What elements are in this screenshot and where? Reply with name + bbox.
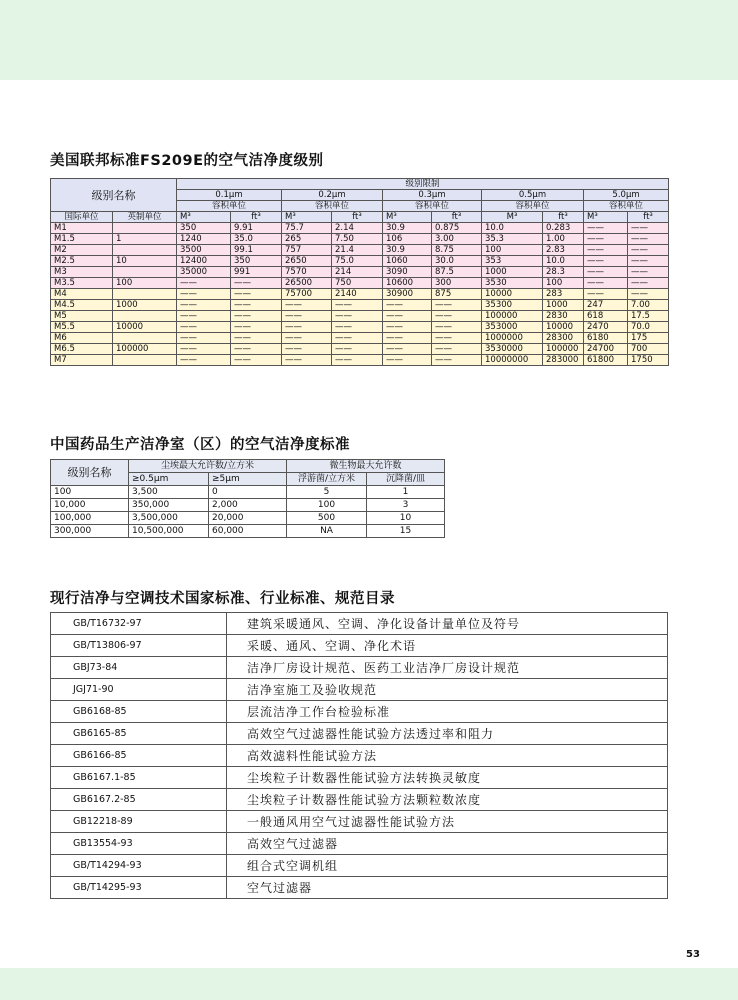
limit-cell: ——: [282, 355, 332, 366]
limit-cell: ——: [628, 267, 669, 278]
imperial-class-cell: 1: [113, 234, 177, 245]
plankton-cell: 100: [287, 499, 367, 512]
microbe-max-header: 微生物最大允许数: [287, 460, 445, 473]
limit-cell: 3.00: [432, 234, 482, 245]
table-row: [51, 657, 668, 679]
grade-name-header: 级别名称: [51, 179, 177, 212]
limit-cell: ——: [584, 223, 628, 234]
limit-cell: 265: [282, 234, 332, 245]
size-header: 0.2μm: [282, 190, 383, 201]
limit-cell: 875: [432, 289, 482, 300]
intl-class-cell: M3: [51, 267, 113, 278]
limit-cell: ——: [628, 245, 669, 256]
limit-cell: 750: [332, 278, 383, 289]
limit-cell: ——: [332, 300, 383, 311]
limit-cell: 3500: [177, 245, 231, 256]
limit-cell: 87.5: [432, 267, 482, 278]
standard-code-cell: GB/T13806-97: [51, 635, 227, 657]
table-row: [51, 322, 669, 333]
table-row: [51, 344, 669, 355]
limit-cell: 6180: [584, 333, 628, 344]
ge5-header: ≥5μm: [209, 473, 287, 486]
dust05-cell: 10,500,000: [129, 525, 209, 538]
standard-name-cell: 高效滤料性能试验方法: [227, 745, 668, 767]
standard-code-cell: GB13554-93: [51, 833, 227, 855]
limit-cell: 283000: [543, 355, 584, 366]
table-row: [51, 855, 668, 877]
limit-cell: ——: [177, 300, 231, 311]
standard-code-cell: GB12218-89: [51, 811, 227, 833]
limit-cell: 991: [231, 267, 282, 278]
standard-name-cell: 高效空气过滤器: [227, 833, 668, 855]
limit-cell: ——: [432, 311, 482, 322]
size-header: 0.3μm: [383, 190, 482, 201]
plankton-cell: 5: [287, 486, 367, 499]
limit-cell: ——: [432, 322, 482, 333]
limit-cell: ——: [177, 322, 231, 333]
unit-header: 容积单位: [482, 201, 584, 212]
standard-code-cell: GB/T14294-93: [51, 855, 227, 877]
table-row: [51, 877, 668, 899]
imperial-class-cell: [113, 289, 177, 300]
table-row: [51, 745, 668, 767]
standard-name-cell: 尘埃粒子计数器性能试验方法转换灵敏度: [227, 767, 668, 789]
limit-cell: 10000: [543, 322, 584, 333]
limit-cell: 1000: [543, 300, 584, 311]
table-row: [51, 486, 445, 499]
limit-cell: 70.0: [628, 322, 669, 333]
intl-class-cell: M6.5: [51, 344, 113, 355]
limit-cell: ——: [584, 245, 628, 256]
unit-header: 容积单位: [383, 201, 482, 212]
imperial-class-cell: [113, 333, 177, 344]
grade-cell: 100: [51, 486, 129, 499]
table-row: [51, 355, 669, 366]
limit-cell: 350: [231, 256, 282, 267]
table-row: [51, 267, 669, 278]
imperial-unit-header: 英制单位: [113, 212, 177, 223]
limit-cell: ——: [628, 289, 669, 300]
grade-cell: 10,000: [51, 499, 129, 512]
imperial-class-cell: [113, 311, 177, 322]
limit-cell: 1060: [383, 256, 432, 267]
limit-cell: 757: [282, 245, 332, 256]
table-row: [51, 635, 668, 657]
dust5-cell: 2,000: [209, 499, 287, 512]
standards-table: [50, 612, 668, 899]
limit-cell: 28.3: [543, 267, 584, 278]
limit-cell: 12400: [177, 256, 231, 267]
limit-cell: 7570: [282, 267, 332, 278]
limit-cell: ——: [177, 355, 231, 366]
limit-cell: ——: [383, 311, 432, 322]
limit-cell: ——: [231, 278, 282, 289]
limit-cell: 75.0: [332, 256, 383, 267]
top-band: [0, 0, 738, 80]
limit-cell: 3090: [383, 267, 432, 278]
limit-cell: ——: [231, 355, 282, 366]
grade-limit-header: 级别限制: [177, 179, 669, 190]
limit-cell: 35000: [177, 267, 231, 278]
limit-cell: ——: [332, 333, 383, 344]
standard-name-cell: 洁净室施工及验收规范: [227, 679, 668, 701]
limit-cell: 75700: [282, 289, 332, 300]
limit-cell: 175: [628, 333, 669, 344]
m3-header: M³: [482, 212, 543, 223]
limit-cell: ——: [628, 278, 669, 289]
limit-cell: 10000: [482, 289, 543, 300]
table-row: [51, 679, 668, 701]
imperial-class-cell: [113, 245, 177, 256]
imperial-class-cell: [113, 223, 177, 234]
limit-cell: 100: [482, 245, 543, 256]
table-row: [51, 289, 669, 300]
intl-class-cell: M5: [51, 311, 113, 322]
limit-cell: 2650: [282, 256, 332, 267]
intl-class-cell: M2: [51, 245, 113, 256]
table-row: [51, 245, 669, 256]
limit-cell: ——: [432, 344, 482, 355]
table-row: [51, 723, 668, 745]
standard-name-cell: 采暖、通风、空调、净化术语: [227, 635, 668, 657]
table-row: [51, 512, 445, 525]
limit-cell: 106: [383, 234, 432, 245]
intl-class-cell: M1: [51, 223, 113, 234]
settling-cell: 10: [367, 512, 445, 525]
limit-cell: ——: [383, 355, 432, 366]
limit-cell: ——: [332, 311, 383, 322]
limit-cell: 353: [482, 256, 543, 267]
table-row: [51, 833, 668, 855]
limit-cell: 35.0: [231, 234, 282, 245]
section1-title: 美国联邦标准FS209E的空气洁净度级别: [50, 153, 324, 169]
limit-cell: 100000: [543, 344, 584, 355]
limit-cell: 2470: [584, 322, 628, 333]
limit-cell: 1000000: [482, 333, 543, 344]
limit-cell: 35300: [482, 300, 543, 311]
table-row: [51, 300, 669, 311]
limit-cell: ——: [231, 322, 282, 333]
m3-header: M³: [177, 212, 231, 223]
plankton-cell: 500: [287, 512, 367, 525]
standard-code-cell: GB6168-85: [51, 701, 227, 723]
limit-cell: 300: [432, 278, 482, 289]
intl-class-cell: M6: [51, 333, 113, 344]
table-row: [51, 311, 669, 322]
size-header: 0.1μm: [177, 190, 282, 201]
standard-name-cell: 建筑采暖通风、空调、净化设备计量单位及符号: [227, 613, 668, 635]
ge05-header: ≥0.5μm: [129, 473, 209, 486]
limit-cell: ——: [282, 333, 332, 344]
limit-cell: ——: [584, 234, 628, 245]
standard-code-cell: GBJ73-84: [51, 657, 227, 679]
limit-cell: 7.50: [332, 234, 383, 245]
dust5-cell: 20,000: [209, 512, 287, 525]
table-row: [51, 278, 669, 289]
limit-cell: ——: [628, 234, 669, 245]
intl-unit-header: 国际单位: [51, 212, 113, 223]
limit-cell: ——: [584, 267, 628, 278]
limit-cell: ——: [231, 289, 282, 300]
limit-cell: ——: [332, 355, 383, 366]
limit-cell: 61800: [584, 355, 628, 366]
m3-header: M³: [584, 212, 628, 223]
intl-class-cell: M1.5: [51, 234, 113, 245]
dust-max-header: 尘埃最大允许数/立方米: [129, 460, 287, 473]
standard-code-cell: GB/T14295-93: [51, 877, 227, 899]
limit-cell: 214: [332, 267, 383, 278]
standard-name-cell: 层流洁净工作台检验标准: [227, 701, 668, 723]
imperial-class-cell: 100: [113, 278, 177, 289]
limit-cell: 10.0: [543, 256, 584, 267]
table-row: [51, 789, 668, 811]
page-number: 53: [686, 949, 700, 960]
ft3-header: ft³: [432, 212, 482, 223]
settling-header: 沉降菌/皿: [367, 473, 445, 486]
limit-cell: 0.283: [543, 223, 584, 234]
standard-code-cell: GB6167.1-85: [51, 767, 227, 789]
limit-cell: 10.0: [482, 223, 543, 234]
fs209e-table: [50, 178, 669, 366]
m3-header: M³: [383, 212, 432, 223]
imperial-class-cell: 100000: [113, 344, 177, 355]
imperial-class-cell: [113, 355, 177, 366]
intl-class-cell: M2.5: [51, 256, 113, 267]
limit-cell: 2.14: [332, 223, 383, 234]
limit-cell: ——: [332, 344, 383, 355]
limit-cell: 700: [628, 344, 669, 355]
table-row: [51, 499, 445, 512]
limit-cell: 17.5: [628, 311, 669, 322]
dust05-cell: 3,500,000: [129, 512, 209, 525]
limit-cell: 21.4: [332, 245, 383, 256]
limit-cell: ——: [282, 344, 332, 355]
limit-cell: ——: [584, 289, 628, 300]
imperial-class-cell: 1000: [113, 300, 177, 311]
limit-cell: 0.875: [432, 223, 482, 234]
limit-cell: 35.3: [482, 234, 543, 245]
limit-cell: 10000000: [482, 355, 543, 366]
dust05-cell: 350,000: [129, 499, 209, 512]
gmp-grade-header: 级别名称: [51, 460, 129, 486]
standard-code-cell: GB6166-85: [51, 745, 227, 767]
limit-cell: ——: [177, 311, 231, 322]
limit-cell: 30.0: [432, 256, 482, 267]
limit-cell: 7.00: [628, 300, 669, 311]
ft3-header: ft³: [231, 212, 282, 223]
limit-cell: 247: [584, 300, 628, 311]
limit-cell: 30.9: [383, 223, 432, 234]
limit-cell: 283: [543, 289, 584, 300]
table-row: [51, 767, 668, 789]
table-row: [51, 256, 669, 267]
imperial-class-cell: 10: [113, 256, 177, 267]
limit-cell: ——: [177, 344, 231, 355]
limit-cell: 618: [584, 311, 628, 322]
limit-cell: 350: [177, 223, 231, 234]
limit-cell: 1750: [628, 355, 669, 366]
table-row: [51, 613, 668, 635]
intl-class-cell: M3.5: [51, 278, 113, 289]
plankton-header: 浮游菌/立方米: [287, 473, 367, 486]
limit-cell: ——: [282, 311, 332, 322]
intl-class-cell: M5.5: [51, 322, 113, 333]
intl-class-cell: M4: [51, 289, 113, 300]
limit-cell: ——: [231, 344, 282, 355]
table-row: [51, 701, 668, 723]
standard-code-cell: GB/T16732-97: [51, 613, 227, 635]
settling-cell: 3: [367, 499, 445, 512]
unit-header: 容积单位: [584, 201, 669, 212]
limit-cell: ——: [383, 300, 432, 311]
limit-cell: 100: [543, 278, 584, 289]
table-row: [51, 234, 669, 245]
limit-cell: 353000: [482, 322, 543, 333]
settling-cell: 1: [367, 486, 445, 499]
limit-cell: ——: [383, 333, 432, 344]
limit-cell: ——: [282, 322, 332, 333]
standard-name-cell: 组合式空调机组: [227, 855, 668, 877]
plankton-cell: NA: [287, 525, 367, 538]
limit-cell: ——: [231, 333, 282, 344]
limit-cell: 1240: [177, 234, 231, 245]
dust05-cell: 3,500: [129, 486, 209, 499]
dust5-cell: 60,000: [209, 525, 287, 538]
limit-cell: ——: [231, 300, 282, 311]
limit-cell: ——: [584, 256, 628, 267]
limit-cell: 100000: [482, 311, 543, 322]
limit-cell: 1.00: [543, 234, 584, 245]
limit-cell: 10600: [383, 278, 432, 289]
ft3-header: ft³: [332, 212, 383, 223]
limit-cell: 2.83: [543, 245, 584, 256]
limit-cell: ——: [383, 344, 432, 355]
limit-cell: 2830: [543, 311, 584, 322]
standard-name-cell: 高效空气过滤器性能试验方法透过率和阻力: [227, 723, 668, 745]
limit-cell: 3530: [482, 278, 543, 289]
limit-cell: 2140: [332, 289, 383, 300]
standard-name-cell: 洁净厂房设计规范、医药工业洁净厂房设计规范: [227, 657, 668, 679]
standard-name-cell: 尘埃粒子计数器性能试验方法颗粒数浓度: [227, 789, 668, 811]
ft3-header: ft³: [543, 212, 584, 223]
standard-code-cell: GB6167.2-85: [51, 789, 227, 811]
imperial-class-cell: 10000: [113, 322, 177, 333]
limit-cell: 1000: [482, 267, 543, 278]
limit-cell: ——: [628, 256, 669, 267]
size-header: 0.5μm: [482, 190, 584, 201]
standard-code-cell: JGJ71-90: [51, 679, 227, 701]
limit-cell: 28300: [543, 333, 584, 344]
standard-name-cell: 一般通风用空气过滤器性能试验方法: [227, 811, 668, 833]
table-row: [51, 525, 445, 538]
limit-cell: 30.9: [383, 245, 432, 256]
limit-cell: 24700: [584, 344, 628, 355]
limit-cell: ——: [177, 289, 231, 300]
limit-cell: 26500: [282, 278, 332, 289]
table-row: [51, 811, 668, 833]
limit-cell: 3530000: [482, 344, 543, 355]
limit-cell: 8.75: [432, 245, 482, 256]
grade-cell: 100,000: [51, 512, 129, 525]
size-header: 5.0μm: [584, 190, 669, 201]
imperial-class-cell: [113, 267, 177, 278]
section2-title: 中国药品生产洁净室（区）的空气洁净度标准: [50, 437, 350, 453]
m3-header: M³: [282, 212, 332, 223]
limit-cell: ——: [432, 355, 482, 366]
grade-cell: 300,000: [51, 525, 129, 538]
limit-cell: ——: [584, 278, 628, 289]
unit-header: 容积单位: [177, 201, 282, 212]
limit-cell: ——: [177, 333, 231, 344]
settling-cell: 15: [367, 525, 445, 538]
limit-cell: ——: [231, 311, 282, 322]
limit-cell: 75.7: [282, 223, 332, 234]
ft3-header: ft³: [628, 212, 669, 223]
standard-name-cell: 空气过滤器: [227, 877, 668, 899]
gmp-table: [50, 459, 445, 538]
table-row: [51, 333, 669, 344]
limit-cell: ——: [383, 322, 432, 333]
standard-code-cell: GB6165-85: [51, 723, 227, 745]
table-row: [51, 223, 669, 234]
limit-cell: ——: [432, 333, 482, 344]
limit-cell: 99.1: [231, 245, 282, 256]
bottom-band: [0, 968, 738, 1000]
limit-cell: ——: [177, 278, 231, 289]
limit-cell: ——: [282, 300, 332, 311]
intl-class-cell: M7: [51, 355, 113, 366]
limit-cell: ——: [332, 322, 383, 333]
unit-header: 容积单位: [282, 201, 383, 212]
limit-cell: ——: [432, 300, 482, 311]
limit-cell: 30900: [383, 289, 432, 300]
dust5-cell: 0: [209, 486, 287, 499]
limit-cell: ——: [628, 223, 669, 234]
intl-class-cell: M4.5: [51, 300, 113, 311]
section3-title: 现行洁净与空调技术国家标准、行业标准、规范目录: [50, 591, 395, 607]
limit-cell: 9.91: [231, 223, 282, 234]
